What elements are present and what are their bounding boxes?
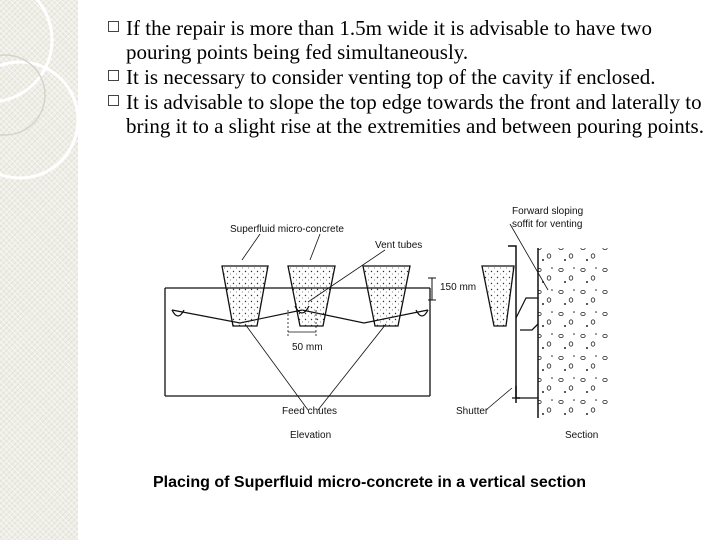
- bullet-list: [108, 16, 708, 139]
- technical-figure: [160, 198, 620, 448]
- elevation-drawing: [165, 234, 436, 410]
- decorative-circles: [0, 0, 78, 540]
- bullet-box-icon: [108, 95, 119, 106]
- bullet-text: If the repair is more than 1.5m wide it is advisable to have two pouring points being fed simultaneously.: [126, 16, 653, 64]
- section-drawing: [482, 224, 608, 418]
- bullet-item: [108, 65, 708, 89]
- bullet-text: It is necessary to consider venting top of the cavity if enclosed.: [126, 65, 656, 89]
- label-section: Section: [565, 430, 599, 441]
- bullet-item: [108, 90, 708, 138]
- label-150mm: 150 mm: [440, 282, 477, 293]
- bullet-box-icon: [108, 21, 119, 32]
- bullet-box-icon: [108, 70, 119, 81]
- label-shutter: Shutter: [456, 406, 489, 417]
- label-feed-chutes: Feed chutes: [282, 406, 338, 417]
- label-vent-tubes: Vent tubes: [375, 240, 423, 251]
- label-elevation: Elevation: [290, 430, 332, 441]
- feed-chute-3: [363, 266, 410, 326]
- label-superfluid: Superfluid micro-concrete: [230, 224, 344, 235]
- label-50mm: 50 mm: [292, 342, 323, 353]
- bullet-text: It is advisable to slope the top edge towards the front and laterally to bring it to a slight rise at the extremities and between pouring points.: [126, 90, 704, 138]
- label-forward-line2: soffit for venting: [512, 219, 583, 230]
- figure-caption: Placing of Superfluid micro-concrete in a vertical section: [153, 474, 586, 491]
- decorative-sidebar: [0, 0, 78, 540]
- bullet-item: [108, 16, 708, 64]
- feed-chute-2: [288, 266, 335, 326]
- label-forward-line1: Forward sloping: [512, 206, 584, 217]
- feed-chute-1: [222, 266, 268, 326]
